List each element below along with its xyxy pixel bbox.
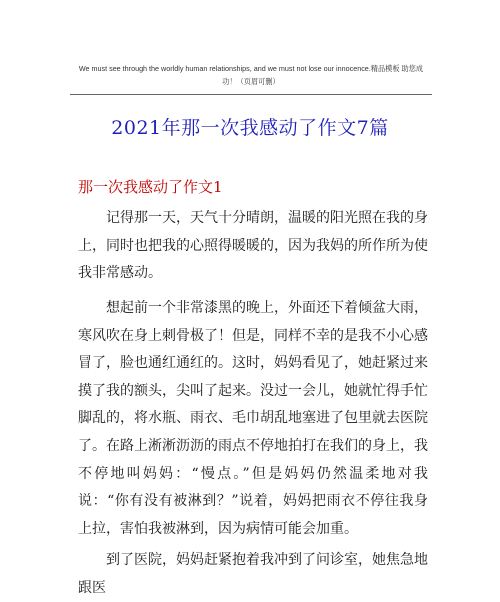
paragraph-3: 在路上淅淅沥沥的雨点不停地拍打在我们的身上，我不停地叫妈妈：“慢点。”但是妈妈仍然温柔地对我说：“你有没有被淋到？”说着，妈妈把雨衣不停往我身上拉，害怕我被淋到，因为病情可能会加重。	[78, 438, 428, 537]
header-divider	[70, 94, 432, 95]
paragraph-4: 到了医院，妈妈赶紧抱着我冲到了问诊室，她焦急地跟医	[78, 552, 428, 596]
paragraph-1: 记得那一天，天气十分晴朗，温暖的阳光照在我的身上，同时也把我的心照得暖暖的，因为我妈的所作所为使我非常感动。	[78, 210, 428, 281]
document-title: 2021年那一次我感动了作文7篇	[111, 117, 389, 139]
header-line-1: We must see through the worldly human relationships, and we must not lose our innocence.精品模板 助您成	[78, 64, 424, 73]
section-heading: 那一次我感动了作文1	[78, 178, 223, 196]
page-header	[70, 62, 432, 88]
paragraph-2: 想起前一个非常漆黑的晚上，外面还下着倾盆大雨，寒风吹在身上刺骨极了！但是，同样不幸的是我不小心感冒了，脸也通红通红的。这时，妈妈看见了，她赶紧过来摸了我的额头，尖叫了起来。没过一会儿，她就忙得手忙脚乱的，将水瓶、雨衣、毛巾胡乱地塞进了包里就去医院了。	[78, 300, 428, 454]
header-line-2: 功！（页眉可删）	[222, 77, 280, 86]
